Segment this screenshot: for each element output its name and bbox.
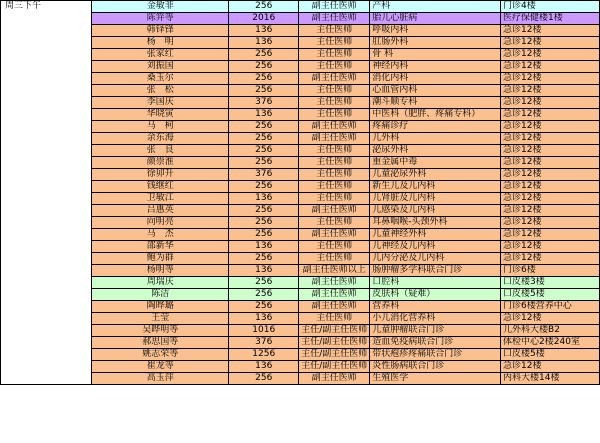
title-cell: 主任医师 (299, 85, 370, 97)
location-cell: 急诊12楼 (501, 217, 600, 229)
department-cell: 儿神经及儿内科 (370, 241, 501, 253)
location-cell: 急诊12楼 (501, 109, 600, 121)
location-cell: 儿外科大楼B2 (501, 325, 600, 337)
fee-cell: 256 (229, 61, 299, 73)
department-cell: 重金属中毒 (370, 157, 501, 169)
table-row (1, 1, 600, 13)
department-cell: 消化内科 (370, 73, 501, 85)
doctor-name-cell: 吴晔明等 (92, 325, 229, 337)
department-cell: 儿童肿瘤联合门诊 (370, 325, 501, 337)
location-cell: 急诊12楼 (501, 73, 600, 85)
fee-cell: 256 (229, 157, 299, 169)
title-cell: 主任医师 (299, 313, 370, 325)
doctor-name-cell: 周瑞庆 (92, 277, 229, 289)
department-cell: 口腔科 (370, 277, 501, 289)
title-cell: 主任/副主任医师 (299, 337, 370, 349)
fee-cell: 376 (229, 337, 299, 349)
fee-cell: 256 (229, 289, 299, 301)
department-cell: 骨 科 (370, 49, 501, 61)
title-cell: 副主任医师 (299, 205, 370, 217)
title-cell: 主任医师 (299, 169, 370, 181)
department-cell: 带状疱疹疼痛联合门诊 (370, 349, 501, 361)
time-slot-cell: 周三下午 (1, 1, 92, 385)
department-cell: 皮肤科（疑难） (370, 289, 501, 301)
location-cell: 急诊12楼 (501, 133, 600, 145)
doctor-name-cell: 杨明等 (92, 265, 229, 277)
fee-cell: 256 (229, 277, 299, 289)
doctor-name-cell: 王莹 (92, 313, 229, 325)
doctor-name-cell: 徐卯升 (92, 169, 229, 181)
fee-cell: 256 (229, 205, 299, 217)
doctor-name-cell: 张 良 (92, 145, 229, 157)
department-cell: 儿内分泌及儿内科 (370, 253, 501, 265)
fee-cell: 376 (229, 169, 299, 181)
location-cell: 门诊6楼 (501, 265, 600, 277)
department-cell: 呼吸内科 (370, 25, 501, 37)
fee-cell: 256 (229, 1, 299, 13)
title-cell: 主任医师 (299, 25, 370, 37)
location-cell: 急诊12楼 (501, 85, 600, 97)
fee-cell: 136 (229, 109, 299, 121)
title-cell: 主任/副主任医师 (299, 361, 370, 373)
title-cell: 副主任医师 (299, 229, 370, 241)
location-cell: 急诊12楼 (501, 145, 600, 157)
location-cell: 急诊12楼 (501, 37, 600, 49)
title-cell: 副主任医师 (299, 373, 370, 385)
department-cell: 肛肠外科 (370, 37, 501, 49)
title-cell: 主任/副主任医师 (299, 349, 370, 361)
location-cell: 急诊12楼 (501, 361, 600, 373)
doctor-name-cell: 桑玉尔 (92, 73, 229, 85)
department-cell: 生殖医学 (370, 373, 501, 385)
department-cell: 儿童泌尿外科 (370, 169, 501, 181)
location-cell: 急诊12楼 (501, 181, 600, 193)
fee-cell: 136 (229, 241, 299, 253)
department-cell: 产科 (370, 1, 501, 13)
fee-cell: 1256 (229, 349, 299, 361)
fee-cell: 256 (229, 217, 299, 229)
fee-cell: 136 (229, 265, 299, 277)
fee-cell: 1016 (229, 325, 299, 337)
doctor-name-cell: 崔龙等 (92, 361, 229, 373)
department-cell: 儿外科 (370, 133, 501, 145)
doctor-name-cell: 刘振国 (92, 61, 229, 73)
title-cell: 主任医师 (299, 217, 370, 229)
doctor-name-cell: 邵新华 (92, 241, 229, 253)
location-cell: 口皮楼3楼 (501, 277, 600, 289)
fee-cell: 256 (229, 49, 299, 61)
doctor-name-cell: 马 柯 (92, 121, 229, 133)
doctor-name-cell: 颜崇淮 (92, 157, 229, 169)
doctor-name-cell: 韩铎锋 (92, 25, 229, 37)
doctor-name-cell: 姚志荣等 (92, 349, 229, 361)
department-cell: 耳鼻咽喉-头颈外科 (370, 217, 501, 229)
location-cell: 急诊12楼 (501, 97, 600, 109)
title-cell: 主任医师 (299, 181, 370, 193)
fee-cell: 256 (229, 133, 299, 145)
department-cell: 胎儿心脏病 (370, 13, 501, 25)
location-cell: 口皮楼5楼 (501, 289, 600, 301)
department-cell: 儿感染及儿内科 (370, 205, 501, 217)
doctor-name-cell: 杨 明 (92, 37, 229, 49)
doctor-name-cell: 陈笄等 (92, 13, 229, 25)
location-cell: 门诊6楼营养中心 (501, 301, 600, 313)
title-cell: 主任医师 (299, 193, 370, 205)
title-cell: 主任/副主任医师 (299, 325, 370, 337)
doctor-name-cell: 陈洁 (92, 289, 229, 301)
location-cell: 门诊4楼 (501, 1, 600, 13)
doctor-name-cell: 吕惠英 (92, 205, 229, 217)
fee-cell: 256 (229, 253, 299, 265)
fee-cell: 2016 (229, 13, 299, 25)
doctor-name-cell: 华晓寅 (92, 109, 229, 121)
location-cell: 急诊12楼 (501, 241, 600, 253)
location-cell: 急诊12楼 (501, 157, 600, 169)
fee-cell: 256 (229, 229, 299, 241)
doctor-name-cell: 郝思国等 (92, 337, 229, 349)
title-cell: 副主任医师 (299, 1, 370, 13)
doctor-name-cell: 高玉萍 (92, 373, 229, 385)
title-cell: 副主任医师 (299, 73, 370, 85)
doctor-name-cell: 金敏菲 (92, 1, 229, 13)
fee-cell: 136 (229, 193, 299, 205)
title-cell: 主任医师 (299, 241, 370, 253)
location-cell: 急诊12楼 (501, 49, 600, 61)
department-cell: 营养科 (370, 301, 501, 313)
doctor-name-cell: 张家红 (92, 49, 229, 61)
fee-cell: 136 (229, 361, 299, 373)
department-cell: 神经内科 (370, 61, 501, 73)
title-cell: 主任医师 (299, 61, 370, 73)
title-cell: 副主任医师 (299, 133, 370, 145)
department-cell: 心血管内科 (370, 85, 501, 97)
doctor-name-cell: 李国庆 (92, 97, 229, 109)
title-cell: 副主任医师 (299, 289, 370, 301)
doctor-name-cell: 马 杰 (92, 229, 229, 241)
department-cell: 中医科（肥胖、疼痛专科） (370, 109, 501, 121)
schedule-body (1, 1, 600, 385)
department-cell: 小儿消化营养科 (370, 313, 501, 325)
location-cell: 急诊12楼 (501, 61, 600, 73)
title-cell: 副主任医师 (299, 277, 370, 289)
fee-cell: 136 (229, 37, 299, 49)
doctor-name-cell: 向明亮 (92, 217, 229, 229)
fee-cell: 256 (229, 301, 299, 313)
department-cell: 肠肿瘤多学科联合门诊 (370, 265, 501, 277)
doctor-name-cell: 卫敏江 (92, 193, 229, 205)
title-cell: 副主任医师 (299, 121, 370, 133)
title-cell: 副主任医师以上 (299, 265, 370, 277)
fee-cell: 256 (229, 373, 299, 385)
fee-cell: 256 (229, 73, 299, 85)
location-cell: 口皮楼5楼 (501, 349, 600, 361)
department-cell: 潮斗顺专科 (370, 97, 501, 109)
location-cell: 内科大楼14楼 (501, 373, 600, 385)
department-cell: 炎性肠病联合门诊 (370, 361, 501, 373)
doctor-name-cell: 余东海 (92, 133, 229, 145)
location-cell: 急诊12楼 (501, 253, 600, 265)
department-cell: 泌尿外科 (370, 145, 501, 157)
location-cell: 急诊12楼 (501, 193, 600, 205)
fee-cell: 256 (229, 181, 299, 193)
fee-cell: 256 (229, 145, 299, 157)
title-cell: 主任医师 (299, 97, 370, 109)
location-cell: 急诊12楼 (501, 229, 600, 241)
fee-cell: 136 (229, 25, 299, 37)
fee-cell: 256 (229, 121, 299, 133)
title-cell: 主任医师 (299, 49, 370, 61)
doctor-name-cell: 鲍为群 (92, 253, 229, 265)
department-cell: 儿童神经外科 (370, 229, 501, 241)
title-cell: 副主任医师 (299, 13, 370, 25)
title-cell: 主任医师 (299, 145, 370, 157)
location-cell: 体检中心2楼240室 (501, 337, 600, 349)
doctor-name-cell: 钱继红 (92, 181, 229, 193)
location-cell: 急诊12楼 (501, 313, 600, 325)
location-cell: 医疗保健楼1楼 (501, 13, 600, 25)
title-cell: 主任医师 (299, 253, 370, 265)
fee-cell: 256 (229, 85, 299, 97)
doctor-name-cell: 陶晔璐 (92, 301, 229, 313)
title-cell: 主任医师 (299, 109, 370, 121)
department-cell: 新生儿及儿内科 (370, 181, 501, 193)
location-cell: 急诊12楼 (501, 25, 600, 37)
title-cell: 主任医师 (299, 157, 370, 169)
title-cell: 主任医师 (299, 37, 370, 49)
location-cell: 急诊12楼 (501, 169, 600, 181)
department-cell: 儿肾脏及儿内科 (370, 193, 501, 205)
department-cell: 疼痛诊疗 (370, 121, 501, 133)
doctor-name-cell: 张 松 (92, 85, 229, 97)
department-cell: 造血免疫病联合门诊 (370, 337, 501, 349)
location-cell: 急诊12楼 (501, 121, 600, 133)
fee-cell: 136 (229, 313, 299, 325)
location-cell: 急诊12楼 (501, 205, 600, 217)
title-cell: 副主任医师 (299, 301, 370, 313)
fee-cell: 376 (229, 97, 299, 109)
